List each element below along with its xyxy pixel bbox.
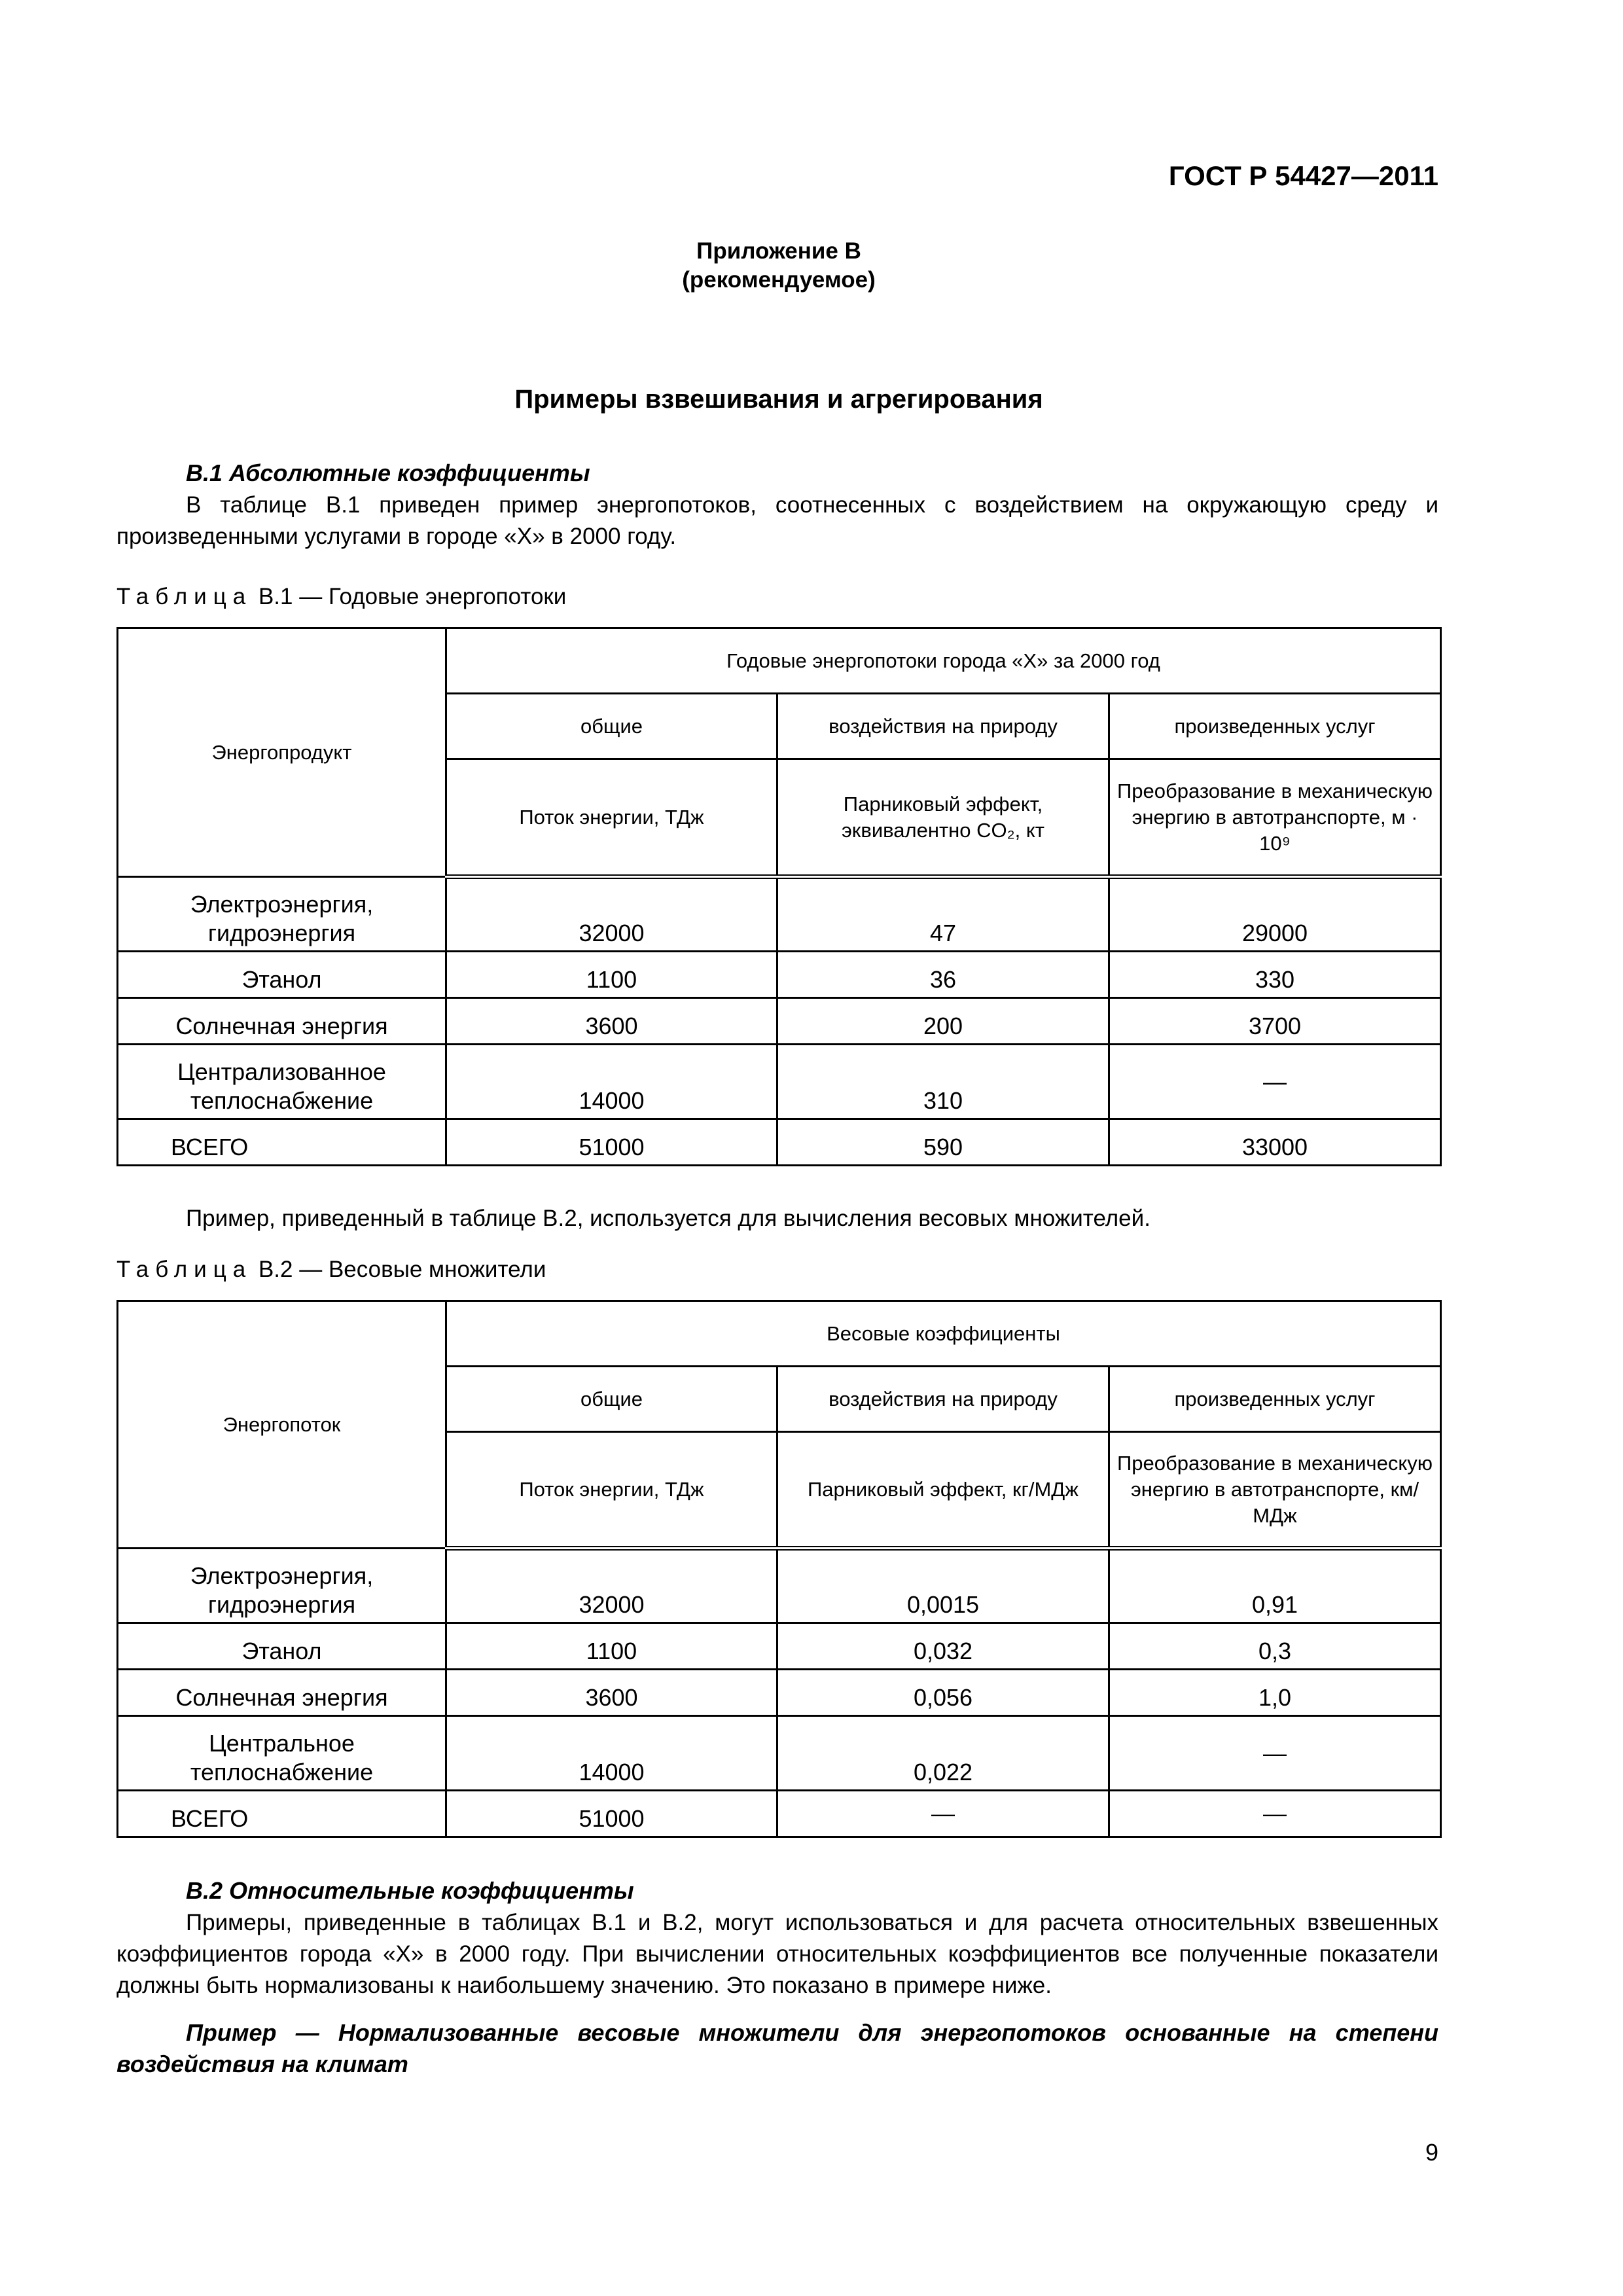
row-label: ВСЕГО <box>118 1119 446 1166</box>
section-b1-title: В.1 Абсолютные коэффициенты <box>186 459 590 486</box>
table2-caption-prefix: Таблица <box>116 1257 253 1282</box>
table1-caption-text: В.1 — Годовые энергопотоки <box>252 584 567 609</box>
table2-row-header: Энергопоток <box>118 1301 446 1549</box>
cell-value: — <box>777 1791 1109 1837</box>
between-tables-paragraph <box>116 1203 1438 1234</box>
row-label: Этанол <box>118 1623 446 1670</box>
cell-value: 3700 <box>1109 998 1441 1045</box>
row-label: ВСЕГО <box>118 1791 446 1837</box>
cell-value: 590 <box>777 1119 1109 1166</box>
page-number: 9 <box>1425 2139 1438 2166</box>
table1-col-group: общие <box>446 694 777 759</box>
table-row <box>118 1791 1441 1837</box>
table2-group-header: Весовые коэффициенты <box>446 1301 1441 1367</box>
table1-col-unit: Парниковый эффект, эквивалентно CO₂, кт <box>777 759 1109 877</box>
table-row <box>118 1716 1441 1791</box>
table1-col-group: произведенных услуг <box>1109 694 1441 759</box>
appendix-heading <box>0 237 1558 295</box>
cell-value: 47 <box>777 877 1109 952</box>
table1-col-group: воздействия на природу <box>777 694 1109 759</box>
cell-value: 200 <box>777 998 1109 1045</box>
appendix-status: (рекомендуемое) <box>682 267 876 293</box>
table2-col-unit: Поток энергии, ТДж <box>446 1432 777 1549</box>
cell-value: 0,91 <box>1109 1549 1441 1623</box>
table-annual-energy-flows <box>116 627 1442 1166</box>
section-b2-text: Примеры, приведенные в таблицах В.1 и В.2, могут использоваться и для расчета относительных взвешенных коэффициентов города «X» в 2000 году. При вычислении относительных коэффициентов все полученные показатели должны быть нормализованы к наибольшему значению. Это показано в примере ниже. <box>116 1910 1438 1998</box>
cell-value: 310 <box>777 1045 1109 1119</box>
table1-col-unit: Преобразование в механическую энергию в автотранспорте, м · 10⁹ <box>1109 759 1441 877</box>
example-note <box>116 2017 1438 2080</box>
example-text: Пример — Нормализованные весовые множители для энергопотоков основанные на степени воздействия на климат <box>116 2019 1438 2077</box>
cell-value: 33000 <box>1109 1119 1441 1166</box>
row-label: Электроэнергия, гидроэнергия <box>118 877 446 952</box>
cell-value: 0,032 <box>777 1623 1109 1670</box>
cell-value: — <box>1109 1791 1441 1837</box>
table-row <box>118 1549 1441 1623</box>
table-weight-factors <box>116 1300 1442 1838</box>
table-row <box>118 952 1441 998</box>
table-row <box>118 1119 1441 1166</box>
table2-caption-text: В.2 — Весовые множители <box>252 1257 546 1282</box>
section-b1-paragraph <box>116 490 1438 552</box>
table-row <box>118 1045 1441 1119</box>
table2-col-group: общие <box>446 1367 777 1432</box>
cell-value: 0,056 <box>777 1670 1109 1716</box>
page-title: Примеры взвешивания и агрегирования <box>514 385 1043 414</box>
row-label: Централизованное теплоснабжение <box>118 1045 446 1119</box>
row-label: Этанол <box>118 952 446 998</box>
document-code: ГОСТ Р 54427—2011 <box>1168 160 1438 191</box>
cell-value: 14000 <box>446 1045 777 1119</box>
cell-value: 1100 <box>446 952 777 998</box>
section-b2-paragraph <box>116 1907 1438 2001</box>
table2-col-group: произведенных услуг <box>1109 1367 1441 1432</box>
table-row <box>118 877 1441 952</box>
row-label: Солнечная энергия <box>118 998 446 1045</box>
cell-value: 3600 <box>446 998 777 1045</box>
cell-value: 0,3 <box>1109 1623 1441 1670</box>
table2-col-unit: Преобразование в механическую энергию в автотранспорте, км/МДж <box>1109 1432 1441 1549</box>
table-row <box>118 1670 1441 1716</box>
section-b1-text: В таблице В.1 приведен пример энергопотоков, соотнесенных с воздействием на окружающую среду и произведенными услугами в городе «X» в 2000 году. <box>116 492 1438 549</box>
cell-value: 32000 <box>446 877 777 952</box>
table-row <box>118 1623 1441 1670</box>
cell-value: — <box>1109 1045 1441 1119</box>
table-row <box>118 998 1441 1045</box>
cell-value: 51000 <box>446 1791 777 1837</box>
cell-value: 1100 <box>446 1623 777 1670</box>
table2-caption <box>116 1257 546 1283</box>
cell-value: 29000 <box>1109 877 1441 952</box>
cell-value: 36 <box>777 952 1109 998</box>
table1-caption <box>116 584 566 610</box>
cell-value: — <box>1109 1716 1441 1791</box>
cell-value: 1,0 <box>1109 1670 1441 1716</box>
cell-value: 0,0015 <box>777 1549 1109 1623</box>
row-label: Электроэнергия, гидроэнергия <box>118 1549 446 1623</box>
appendix-title: Приложение В <box>696 238 861 264</box>
row-label: Центральное теплоснабжение <box>118 1716 446 1791</box>
cell-value: 51000 <box>446 1119 777 1166</box>
section-b2-title: В.2 Относительные коэффициенты <box>186 1877 634 1904</box>
table1-caption-prefix: Таблица <box>116 584 253 609</box>
cell-value: 0,022 <box>777 1716 1109 1791</box>
table2-col-unit: Парниковый эффект, кг/МДж <box>777 1432 1109 1549</box>
cell-value: 3600 <box>446 1670 777 1716</box>
table1-row-header: Энергопродукт <box>118 628 446 877</box>
between-tables-text: Пример, приведенный в таблице В.2, используется для вычисления весовых множителей. <box>186 1206 1150 1231</box>
table2-col-group: воздействия на природу <box>777 1367 1109 1432</box>
cell-value: 32000 <box>446 1549 777 1623</box>
cell-value: 14000 <box>446 1716 777 1791</box>
row-label: Солнечная энергия <box>118 1670 446 1716</box>
table1-col-unit: Поток энергии, ТДж <box>446 759 777 877</box>
cell-value: 330 <box>1109 952 1441 998</box>
table1-group-header: Годовые энергопотоки города «X» за 2000 год <box>446 628 1441 694</box>
